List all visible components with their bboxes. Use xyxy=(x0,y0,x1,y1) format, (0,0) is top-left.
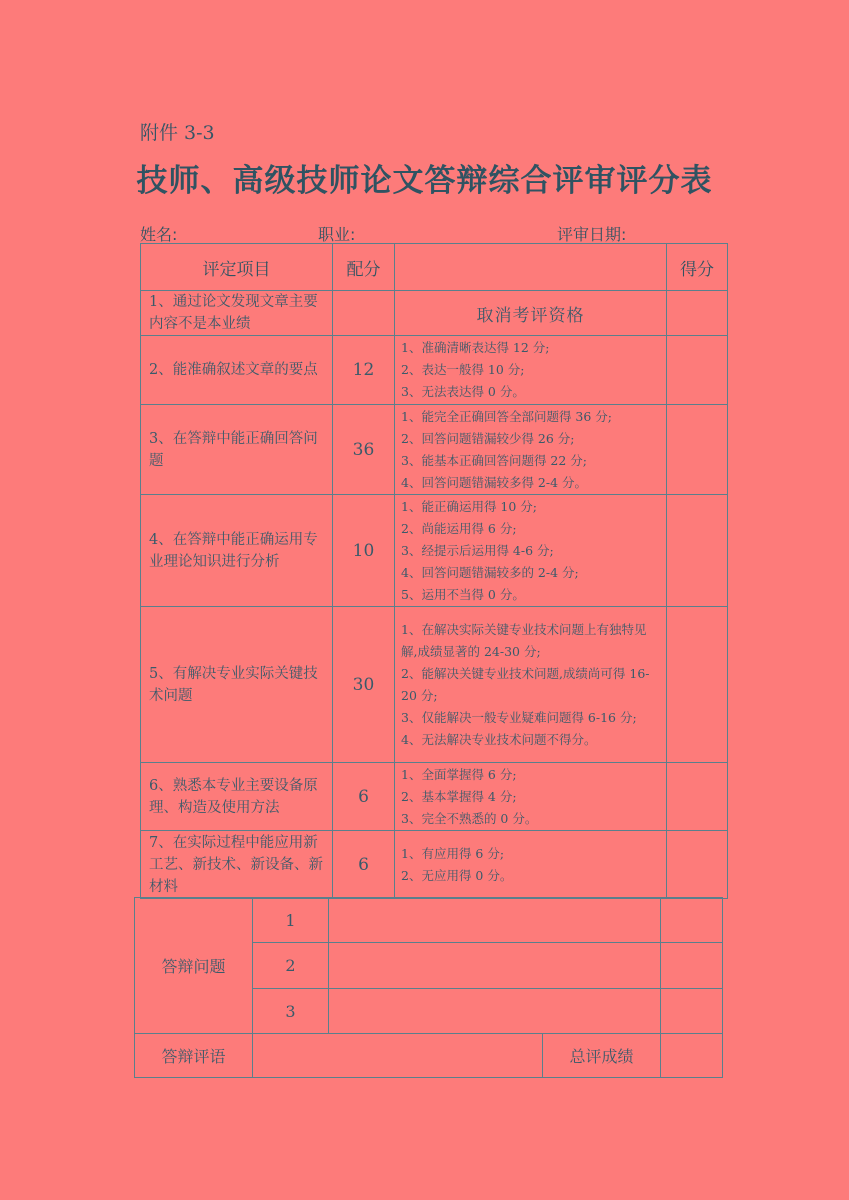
date-label: 评审日期: xyxy=(557,225,627,244)
total-score-value xyxy=(661,1034,723,1078)
criteria-line: 2、尚能运用得 6 分; xyxy=(401,520,517,536)
item-cell: 2、能准确叙述文章的要点 xyxy=(141,336,333,405)
result-cell xyxy=(667,763,728,831)
attachment-label: 附件 3-3 xyxy=(140,122,215,144)
defense-row xyxy=(135,898,723,943)
page-title: 技师、高级技师论文答辩综合评审评分表 xyxy=(136,163,713,199)
criteria-line: 1、准确清晰表达得 12 分; xyxy=(401,340,550,355)
score-cell: 6 xyxy=(333,763,395,831)
question-number: 1 xyxy=(253,898,329,943)
result-cell xyxy=(667,291,728,336)
criteria-cell xyxy=(395,405,667,495)
item-cell: 5、有解决专业实际关键技术问题 xyxy=(141,607,333,763)
defense-questions-label: 答辩问题 xyxy=(135,898,253,1034)
criteria-line: 1、能正确运用得 10 分; xyxy=(401,498,538,514)
criteria-line: 4、无法解决专业技术问题不得分。 xyxy=(401,731,597,747)
question-score xyxy=(661,898,723,943)
score-cell xyxy=(333,291,395,336)
score-cell: 30 xyxy=(333,607,395,763)
question-score xyxy=(661,943,723,989)
item-cell: 6、熟悉本专业主要设备原理、构造及使用方法 xyxy=(141,763,333,831)
score-cell: 12 xyxy=(333,336,395,405)
table-row xyxy=(141,607,728,763)
criteria-line: 3、无法表达得 0 分。 xyxy=(401,384,525,399)
criteria-line: 3、仅能解决一般专业疑难问题得 6-16 分; xyxy=(401,709,637,725)
criteria-line: 1、在解决实际关键专业技术问题上有独特见解,成绩显著的 24-30 分; xyxy=(401,621,647,659)
defense-comment-content xyxy=(253,1034,543,1078)
criteria-line: 2、基本掌握得 4 分; xyxy=(401,788,517,804)
item-cell: 1、通过论文发现文章主要内容不是本业绩 xyxy=(141,291,333,336)
result-cell xyxy=(667,607,728,763)
table-row xyxy=(141,336,728,405)
result-cell xyxy=(667,831,728,899)
criteria-line: 2、回答问题错漏较少得 26 分; xyxy=(401,430,575,446)
question-number: 3 xyxy=(253,989,329,1034)
criteria-line: 3、完全不熟悉的 0 分。 xyxy=(401,810,538,826)
criteria-line: 4、回答问题错漏较多的 2-4 分; xyxy=(401,564,579,580)
header-row xyxy=(141,244,728,291)
header-score: 配分 xyxy=(333,244,395,291)
score-cell: 6 xyxy=(333,831,395,899)
criteria-cell xyxy=(395,607,667,763)
item-cell: 7、在实际过程中能应用新工艺、新技术、新设备、新材料 xyxy=(141,831,333,899)
score-cell: 36 xyxy=(333,405,395,495)
criteria-line: 2、能解决关键专业技术问题,成绩尚可得 16-20 分; xyxy=(401,665,650,703)
criteria-line: 1、全面掌握得 6 分; xyxy=(401,766,517,782)
question-number: 2 xyxy=(253,943,329,989)
table-row xyxy=(141,831,728,899)
question-content xyxy=(329,898,661,943)
defense-table xyxy=(134,897,723,1078)
result-cell xyxy=(667,495,728,607)
job-label: 职业: xyxy=(318,225,356,244)
criteria-cell xyxy=(395,495,667,607)
cancel-qualification: 取消考评资格 xyxy=(395,291,667,336)
criteria-cell xyxy=(395,763,667,831)
criteria-cell xyxy=(395,336,667,405)
table-row xyxy=(141,495,728,607)
question-score xyxy=(661,989,723,1034)
question-content xyxy=(329,943,661,989)
item-cell: 3、在答辩中能正确回答问题 xyxy=(141,405,333,495)
question-content xyxy=(329,989,661,1034)
criteria-cell xyxy=(395,831,667,899)
name-label: 姓名: xyxy=(140,225,178,244)
criteria-line: 2、无应用得 0 分。 xyxy=(401,867,513,883)
defense-comment-label: 答辩评语 xyxy=(135,1034,253,1078)
criteria-line: 1、有应用得 6 分; xyxy=(401,845,505,861)
table-row xyxy=(141,291,728,336)
criteria-line: 5、运用不当得 0 分。 xyxy=(401,586,525,602)
table-row xyxy=(141,405,728,495)
criteria-line: 1、能完全正确回答全部问题得 36 分; xyxy=(401,408,613,424)
scoring-table xyxy=(140,243,728,899)
result-cell xyxy=(667,336,728,405)
criteria-line: 2、表达一般得 10 分; xyxy=(401,362,525,377)
header-criteria xyxy=(395,244,667,291)
criteria-line: 4、回答问题错漏较多得 2-4 分。 xyxy=(401,474,588,490)
header-result: 得分 xyxy=(667,244,728,291)
comment-row xyxy=(135,1034,723,1078)
item-cell: 4、在答辩中能正确运用专业理论知识进行分析 xyxy=(141,495,333,607)
total-score-label: 总评成绩 xyxy=(543,1034,661,1078)
criteria-line: 3、能基本正确回答问题得 22 分; xyxy=(401,452,588,468)
header-item: 评定项目 xyxy=(141,244,333,291)
result-cell xyxy=(667,405,728,495)
criteria-line: 3、经提示后运用得 4-6 分; xyxy=(401,542,554,558)
score-cell: 10 xyxy=(333,495,395,607)
table-row xyxy=(141,763,728,831)
